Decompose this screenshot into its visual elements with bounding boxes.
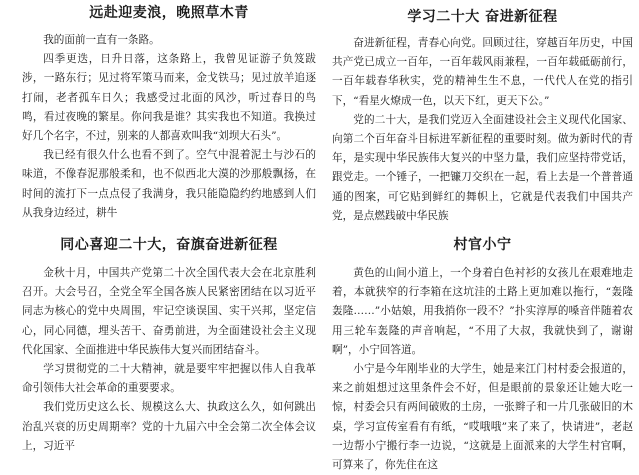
paragraph: 学习贯彻党的二十大精神，就是要牢牢把握以伟人自我革命引领伟大社会革命的重要要求。 <box>22 363 316 395</box>
paragraph: 小宁是今年刚毕业的大学生，她是来江门村村委会报道的，来之前姐想过这里条件会不好，但是眼前的景象还让她大吃一惊，村委会只有两间破败的土房，一张辫子和一片几张破旧的木桌，学习宣传室看有有纸，“哎哦哦”来了来了，快请进”，老赵一边帮小宁搬行李一边说，“这就是上面派来的大学生村官啊，可算来了，你先住在这 <box>332 363 633 472</box>
paragraph: 我的面前一直有一条路。 <box>43 34 160 46</box>
article-wheat-waves <box>22 4 316 228</box>
article-title: 学习二十大 奋进新征程 <box>407 9 558 25</box>
article-title: 村官小宁 <box>453 237 512 253</box>
article-study-congress <box>332 8 633 226</box>
article-title: 远赴迎麦浪，晚照草木青 <box>89 5 249 21</box>
paragraph: 金秋十月，中国共产党第二十次全国代表大会在北京胜利召开。大会号召，全党全军全国各族人民紧密团结在以习近平同志为核心的党中央周围，牢记空谈误国、实干兴邦，坚定信心，同心同德，埋头苦干、奋勇前进，为全面建设社会主义现代化国家、全面推进中华民族伟大复兴而团结奋斗。 <box>22 267 316 356</box>
paragraph: 黄色的山间小道上，一个身着白色衬衫的女孩儿在艰难地走着，本就狭窄的行李箱在这坑洼的土路上更加难以拖行，“轰隆轰隆……”小姑娘，用我捎你一段不？”扑实淳厚的嗓音伴随着农用三轮车轰隆的声音响起，“不用了大叔，我就快到了，谢谢啊”，小宁回答道。 <box>332 267 633 356</box>
left-column <box>0 0 316 456</box>
article-body <box>332 264 633 475</box>
article-twentieth-congress <box>22 236 316 456</box>
article-body <box>22 264 316 456</box>
article-body <box>22 31 316 223</box>
paragraph: 我们党历史这么长、规模这么大、执政这么久，如何跳出治乱兴衰的历史周期率？党的十九届六中全会第二次全体会议上，习近平 <box>22 401 316 452</box>
paragraph: 四季更迭，日升日落，这条路上，我曾见证游子负笈跋涉，一路东行；见过将军策马而来，金戈铁马；见过放羊追逐打闹，老者孤车日久；我感受过北面的风沙，听过春日的鸟鸣，看过夜晚的繁星。你问我是谁？其实我也不知道。我换过好几个名字，不过，别来的人都喜欢叫我“刘坝大石头”。 <box>22 53 316 143</box>
paragraph: 党的二十大，是我们党迈入全面建设社会主义现代化国家、向第二个百年奋斗目标进军新征程的重要时刻。做为新时代的青年，是实现中华民族伟大复兴的中坚力量，我们应坚持带党话，跟党走。一个锤子，一把镰刀交织在一起，看上去是一个普普通通的图案，可它贴到鲜红的舞帜上，它就是代表我们中国共产党，是点燃践破中华民族 <box>332 113 633 222</box>
article-village-official <box>332 236 633 472</box>
article-body <box>332 34 633 226</box>
paragraph: 奋进新征程，青春心向党。回顾过往，穿越百年历史，中国共产党已成立一百年，一百年载风雨兼程，一百年载砥砺前行，一百年载春华秋实，党的精神生生不息，一代代人在党的指引下，“看星火燎成一色，以天下红，更天下公。” <box>332 37 633 107</box>
article-title: 同心喜迎二十大，奋旗奋进新征程 <box>60 237 278 253</box>
right-column <box>320 0 639 472</box>
paragraph: 我已经有很久什么也看不到了。空气中混着泥土与沙石的味道，不像春泥那般柔和，也不似西北大漠的沙那般飘扬，在时间的流打下一点点侵了我满身，我只能隐隐约约地感到人们从我身边经过，耕牛 <box>22 149 316 219</box>
